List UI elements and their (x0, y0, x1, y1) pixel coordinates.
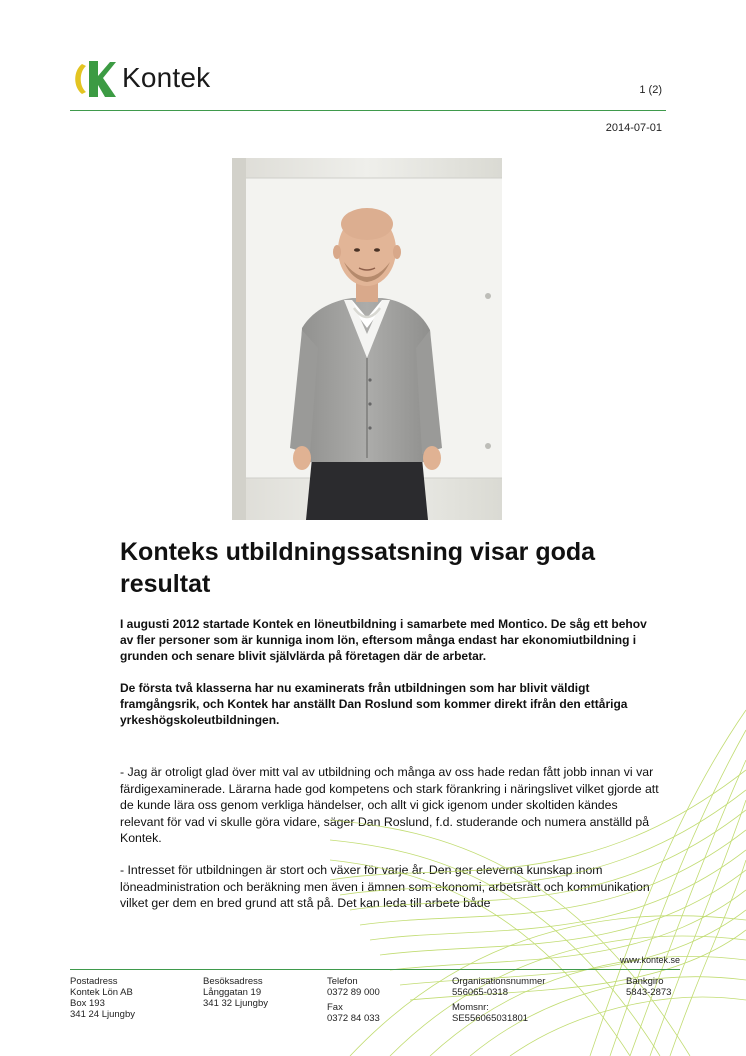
article-body-paragraph: - Jag är otroligt glad över mitt val av utbildning och många av oss hade redan fått jobb innan vi var färdigexaminerade. Lärarna hade god kompetens och stark förankring i näringslivet vilket gjorde att de kunde lära oss genom verkliga händelser, och allt vi gick igenom under skoltiden kändes relevant för vad vi skulle göra vidare, säger Dan Roslund, f.d. studerande och numera anställd på Kontek. (120, 765, 659, 845)
footer-value: 0372 84 033 (327, 1013, 380, 1024)
footer-label: Fax (327, 1002, 343, 1013)
page-number: 1 (2) (639, 84, 662, 96)
logo-wordmark: Kontek (122, 62, 211, 93)
footer-organisation-number (452, 976, 545, 1024)
footer-label: Telefon (327, 976, 358, 987)
footer-value: 341 24 Ljungby (70, 1009, 135, 1020)
footer-value: Långgatan 19 (203, 987, 262, 998)
website-url: www.kontek.se (619, 955, 680, 965)
kontek-logo-mark-icon (70, 56, 116, 102)
footer-value: Box 193 (70, 998, 105, 1009)
employee-photo (232, 158, 502, 520)
footer-value: Kontek Lön AB (70, 987, 133, 998)
footer-value: SE556065031801 (452, 1013, 529, 1024)
footer-value: 0372 89 000 (327, 987, 380, 998)
article-lead-paragraph: De första två klasserna har nu examinerats från utbildningen som har blivit väldigt framgångsrik, och Kontek har anställt Dan Roslund som kommer direkt ifrån den ettåriga yrkeshögskoleutbildningen. (120, 681, 628, 727)
article-lead-paragraph: I augusti 2012 startade Kontek en löneutbildning i samarbete med Montico. De såg ett behov av fler personer som är kunniga inom lön, eftersom många endast har ekonomiutbildning i grunden och senare blivit självlärda på företagen där de arbetar. (120, 617, 647, 663)
header-divider (70, 110, 666, 111)
footer-divider (70, 969, 680, 970)
footer-bankgiro (626, 976, 671, 998)
article-title: Konteks utbildningssatsning visar goda resultat (120, 538, 596, 598)
footer-phone (327, 976, 380, 1024)
document-date: 2014-07-01 (605, 122, 662, 134)
footer-value: 341 32 Ljungby (203, 998, 268, 1009)
footer-postal-address (70, 976, 135, 1020)
footer-label: Organisationsnummer (452, 976, 546, 987)
footer-label: Besöksadress (203, 976, 263, 987)
kontek-logo (70, 56, 240, 102)
article-body-paragraph: - Intresset för utbildningen är stort och växer för varje år. Den ger eleverna kunskap inom löneadministration och beräkning men även i ämnen som ekonomi, arbetsrätt och kommunikation vilket ger dem en bred grund att stå på. Det kan leda till arbete både (120, 863, 650, 910)
person-portrait-image (232, 158, 502, 520)
footer-visiting-address (203, 976, 268, 1009)
footer-value: 556065-0318 (452, 987, 508, 998)
footer-label: Postadress (70, 976, 118, 987)
footer-value: 5843-2873 (626, 987, 672, 998)
footer-label: Bankgiro (626, 976, 664, 987)
footer-label: Momsnr: (452, 1002, 489, 1013)
